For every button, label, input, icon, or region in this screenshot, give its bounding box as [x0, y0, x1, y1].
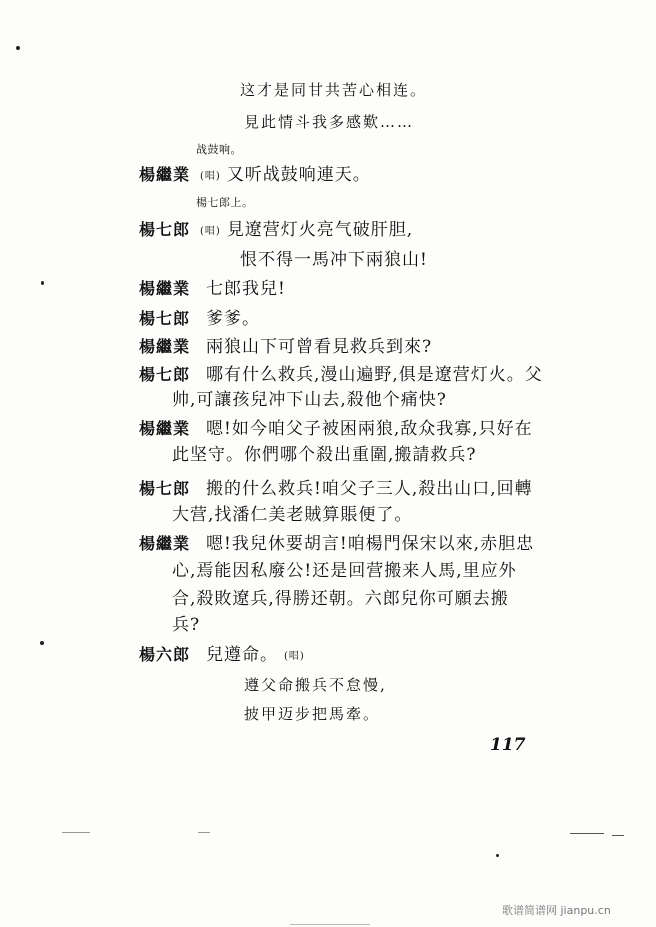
dialogue-text: 搬的什么救兵!咱父子三人,殺出山口,回轉	[206, 479, 533, 499]
dialogue-continuation: 帅,可讓孩兒冲下山去,殺他个痛快?	[172, 390, 447, 410]
speaker-yang-qilang: 楊七郎	[139, 220, 191, 239]
scan-speck	[40, 641, 44, 645]
stage-direction: 楊七郎上。	[196, 196, 254, 209]
sing-marker: (唱)	[200, 171, 221, 182]
dialogue-text: 爹爹。	[206, 309, 260, 329]
speaker-yang-liulang: 楊六郎	[139, 645, 191, 664]
speaker-yang-jiye: 楊繼業	[139, 337, 191, 356]
page-number: 117	[490, 735, 526, 755]
dialogue-line	[206, 644, 311, 668]
scan-mark	[570, 833, 604, 834]
verse-line: 遵父命搬兵不怠慢,	[244, 676, 387, 694]
dialogue-text: 嗯!如今咱父子被困兩狼,敌众我寡,只好在	[206, 419, 533, 439]
dialogue-continuation: 此坚守。你們哪个殺出重圍,搬請救兵?	[172, 445, 477, 465]
speaker-yang-jiye: 楊繼業	[139, 419, 191, 438]
speaker-yang-qilang: 楊七郎	[139, 365, 191, 384]
dialogue-text: 見遼营灯火亮气破肝胆,	[226, 220, 414, 240]
scan-speck	[41, 281, 44, 285]
dialogue-line	[200, 164, 371, 188]
dialogue-continuation: 恨不得一馬冲下兩狼山!	[240, 250, 428, 270]
dialogue-continuation: 心,焉能因私廢公!还是回营搬来人馬,里应外	[172, 561, 517, 581]
sing-marker: (唱)	[284, 651, 305, 662]
dialogue-text: 哪有什么救兵,漫山遍野,俱是遼营灯火。父	[206, 365, 543, 385]
dialogue-text: 又听战鼓响連天。	[226, 165, 371, 185]
scan-mark	[612, 835, 624, 836]
dialogue-text: 兩狼山下可曾看見救兵到來?	[206, 337, 433, 357]
scan-mark	[198, 832, 210, 833]
sing-marker: (唱)	[200, 226, 221, 237]
scan-speck	[496, 854, 499, 857]
scan-mark	[62, 832, 90, 833]
dialogue-text: 七郎我兒!	[206, 279, 286, 299]
dialogue-continuation: 合,殺敗遼兵,得勝还朝。六郎兒你可願去搬	[172, 589, 509, 609]
stage-direction: 战鼓响。	[196, 143, 242, 156]
dialogue-text: 兒遵命。	[206, 645, 278, 665]
verse-line: 見此情斗我多感歎……	[244, 113, 415, 131]
verse-line: 这才是同甘共苦心相连。	[240, 81, 428, 99]
dialogue-continuation: 兵?	[172, 615, 201, 635]
site-watermark: 歌谱简谱网 jianpu.cn	[502, 904, 611, 917]
dialogue-continuation: 大营,找潘仁美老賊算賬便了。	[172, 505, 413, 525]
speaker-yang-jiye: 楊繼業	[139, 279, 191, 298]
scan-mark	[290, 924, 370, 925]
speaker-yang-qilang: 楊七郎	[139, 309, 191, 328]
dialogue-line	[200, 219, 413, 243]
dialogue-text: 嗯!我兒休要胡言!咱楊門保宋以來,赤胆忠	[206, 534, 535, 554]
speaker-yang-jiye: 楊繼業	[139, 165, 191, 184]
verse-line: 披甲迈步把馬牽。	[244, 705, 381, 723]
scan-speck	[16, 46, 20, 50]
speaker-yang-qilang: 楊七郎	[139, 479, 191, 498]
speaker-yang-jiye: 楊繼業	[139, 534, 191, 553]
